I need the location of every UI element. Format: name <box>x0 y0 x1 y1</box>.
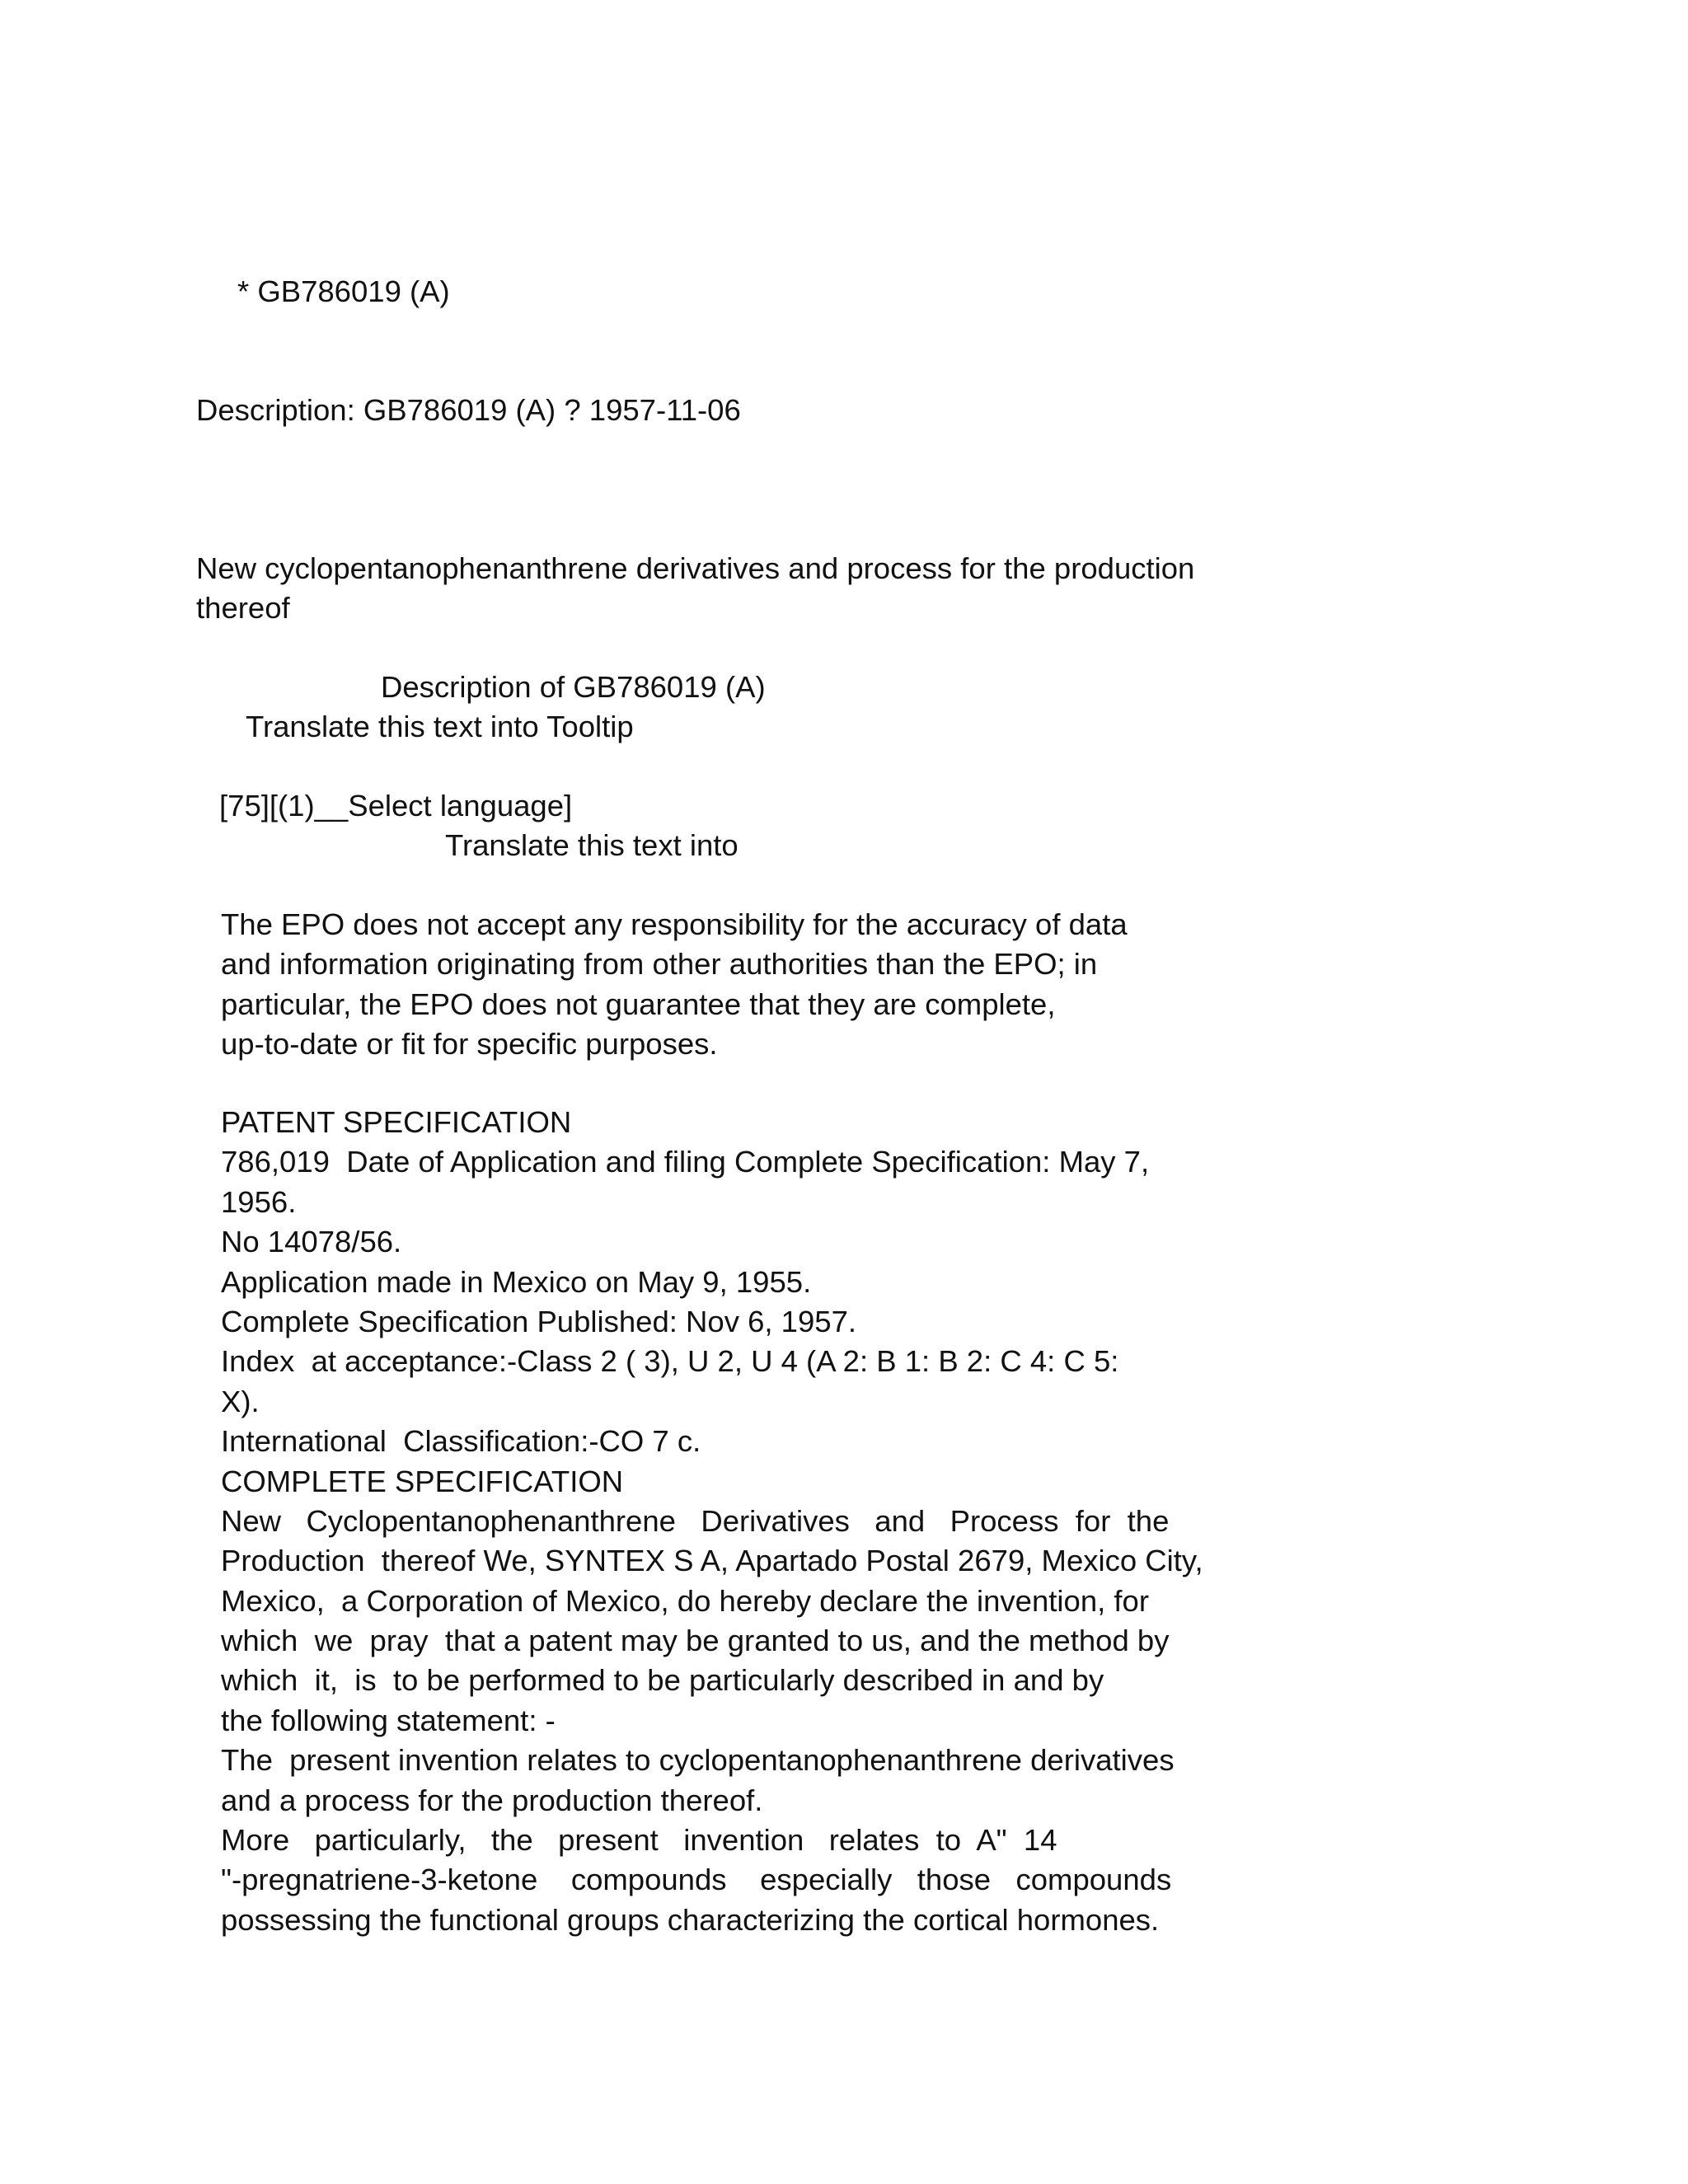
spec-line: 786,019 Date of Application and filing Complete Specification: May 7, <box>221 1145 1150 1179</box>
spec-line: PATENT SPECIFICATION <box>221 1105 572 1139</box>
disclaimer <box>221 905 1128 1065</box>
spec-line: Production thereof We, SYNTEX S A, Apartado Postal 2679, Mexico City, <box>221 1544 1203 1578</box>
translate-tooltip-link[interactable]: Translate this text into Tooltip <box>246 710 634 743</box>
spec-line: New Cyclopentanophenanthrene Derivatives and Process for the <box>221 1503 1170 1538</box>
spec-line: International Classification:-CO 7 c. <box>221 1424 701 1459</box>
patent-specification-body <box>221 1103 1203 1940</box>
spec-line: More particularly, the present invention relates to A" 14 <box>221 1823 1057 1858</box>
description-of-heading: Description of GB786019 (A) <box>381 670 766 704</box>
title-line: New cyclopentanophenanthrene derivatives and process for the production <box>196 551 1195 585</box>
spec-line: The present invention relates to cyclopentanophenanthrene derivatives <box>221 1743 1175 1778</box>
spec-line: Complete Specification Published: Nov 6, 1957. <box>221 1304 857 1338</box>
spec-line: the following statement: - <box>221 1703 556 1737</box>
spec-line: COMPLETE SPECIFICATION <box>221 1464 624 1498</box>
title-line: thereof <box>196 591 290 626</box>
spec-line: "-pregnatriene-3-ketone compounds especially those compounds <box>221 1863 1172 1897</box>
spec-line: No 14078/56. <box>221 1225 402 1259</box>
document-title <box>196 549 1194 629</box>
disclaimer-line: The EPO does not accept any responsibility for the accuracy of data <box>221 907 1128 941</box>
document-id: * GB786019 (A) <box>237 274 450 308</box>
spec-line: 1956. <box>221 1184 297 1219</box>
spec-line: Application made in Mexico on May 9, 1955. <box>221 1264 812 1299</box>
disclaimer-line: particular, the EPO does not guarantee that they are complete, <box>221 987 1056 1021</box>
spec-line: which it, is to be performed to be particularly described in and by <box>221 1663 1104 1698</box>
spec-line: Index at acceptance:-Class 2 ( 3), U 2, U 4 (A 2: B 1: B 2: C 4: C 5: <box>221 1344 1119 1379</box>
spec-line: which we pray that a patent may be granted to us, and the method by <box>221 1624 1170 1658</box>
disclaimer-line: and information originating from other authorities than the EPO; in <box>221 947 1098 982</box>
select-language-dropdown[interactable]: [75][(1)__Select language] <box>219 789 573 823</box>
disclaimer-line: up-to-date or fit for specific purposes. <box>221 1027 718 1062</box>
translate-into-label: Translate this text into <box>445 828 738 862</box>
spec-line: Mexico, a Corporation of Mexico, do hereby declare the invention, for <box>221 1583 1150 1618</box>
description-line: Description: GB786019 (A) ? 1957-11-06 <box>196 393 741 427</box>
spec-line: X). <box>221 1384 260 1418</box>
spec-line: possessing the functional groups characterizing the cortical hormones. <box>221 1902 1160 1937</box>
spec-line: and a process for the production thereof. <box>221 1783 763 1817</box>
